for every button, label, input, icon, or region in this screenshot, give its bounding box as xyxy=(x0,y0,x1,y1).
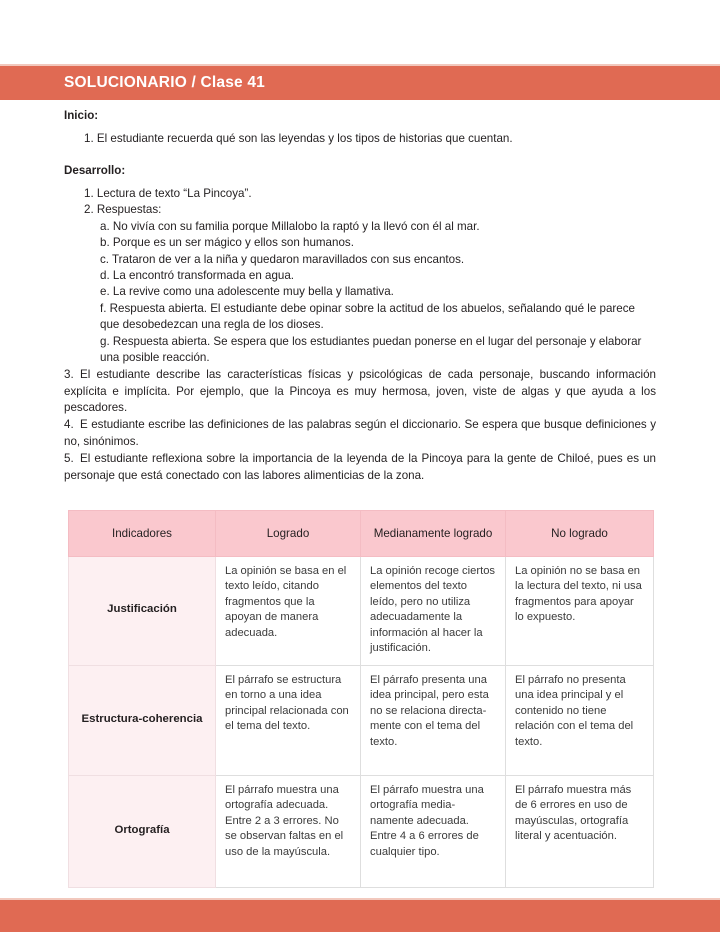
respuesta-f: f. Respuesta abierta. El estudiante debe opinar sobre la actitud de los abuelos, señalando qué le parece que desobedezcan una regla de los dioses. xyxy=(100,301,635,332)
rubric-column-medianamente-logrado: Medianamente logrado xyxy=(361,511,506,557)
table-row xyxy=(69,665,654,775)
rubric-cell-ortografia-logrado: El párrafo muestra una ortografía adecuada. Entre 2 a 3 errores. No se observan faltas en el uso de la mayúscula. xyxy=(216,775,361,887)
table-row xyxy=(69,775,654,887)
rubric-cell-justificacion-logrado: La opinión se basa en el texto leído, citando fragmentos que la apoyan de manera adecuada. xyxy=(216,557,361,666)
rubric-cell-estructura-logrado: El párrafo se estructura en torno a una idea principal relacionada con el tema del texto. xyxy=(216,665,361,775)
rubric-indicator-justificacion: Justificación xyxy=(69,557,216,666)
desarrollo-item-2: 2. Respuestas: xyxy=(84,203,162,217)
respuesta-d: d. La encontró transformada en agua. xyxy=(100,269,295,282)
rubric-table-body xyxy=(69,557,654,888)
desarrollo-item-3-text: El estudiante describe las características físicas y psicológicas de cada personaje, buscando información explícita e implícita. Por ejemplo, que la Pincoya es muy hermosa, joven, viste de algas y que ayuda a los pescadores. xyxy=(64,367,656,415)
rubric-cell-justificacion-no-logrado: La opinión no se basa en la lectura del texto, ni usa fragmentos para apoyar lo expuesto. xyxy=(506,557,654,666)
spacer xyxy=(64,147,656,163)
desarrollo-item-5-text: El estudiante reflexiona sobre la importancia de la leyenda de la Pincoya para la gente de Chiloé, pues es un personaje que está conectado con las labores alimenticias de la zona. xyxy=(64,451,656,482)
desarrollo-item-5 xyxy=(64,451,656,485)
rubric-cell-justificacion-medianamente: La opinión recoge ciertos elementos del texto leído, pero no utiliza adecuadamente la información al hacer la justificación. xyxy=(361,557,506,666)
desarrollo-item-3-number: 3. xyxy=(64,367,74,381)
document-footer-band xyxy=(0,900,720,932)
spacer xyxy=(64,179,656,186)
rubric-cell-ortografia-medianamente: El párrafo muestra una ortografía media-namente adecuada. Entre 4 a 6 errores de cualquier tipo. xyxy=(361,775,506,887)
desarrollo-item-1: 1. Lectura de texto “La Pincoya”. xyxy=(84,186,252,200)
respuesta-c: c. Trataron de ver a la niña y quedaron maravillados con sus encantos. xyxy=(100,252,465,266)
desarrollo-item-4-text: E estudiante escribe las definiciones de las palabras según el diccionario. Se espera que busque definiciones y no, sinónimos. xyxy=(64,418,656,448)
desarrollo-item-5-number: 5. xyxy=(64,451,74,465)
section-heading-inicio: Inicio: xyxy=(64,109,99,122)
page-title: SOLUCIONARIO / Clase 41 xyxy=(64,74,265,91)
section-heading-desarrollo: Desarrollo: xyxy=(64,164,126,178)
rubric-column-no-logrado: No logrado xyxy=(506,511,654,557)
spacer xyxy=(64,124,656,131)
respuesta-g: g. Respuesta abierta. Se espera que los estudiantes puedan ponerse en el lugar del personaje y elaborar una posible reacción. xyxy=(100,334,642,365)
rubric-cell-estructura-no-logrado: El párrafo no presenta una idea principal y el contenido no tiene relación con el tema del texto. xyxy=(506,665,654,775)
rubric-column-logrado: Logrado xyxy=(216,511,361,557)
respuesta-a: a. No vivía con su familia porque Millalobo la raptó y la llevó con él al mar. xyxy=(100,219,480,233)
inicio-item-1: 1. El estudiante recuerda qué son las leyendas y los tipos de historias que cuentan. xyxy=(84,131,513,145)
desarrollo-item-4-number: 4. xyxy=(64,418,74,432)
respuesta-b: b. Porque es un ser mágico y ellos son humanos. xyxy=(100,236,354,250)
rubric-table-head xyxy=(69,511,654,557)
table-row xyxy=(69,557,654,666)
document-header-band xyxy=(0,66,720,100)
rubric-table xyxy=(68,510,654,888)
rubric-cell-ortografia-no-logrado: El párrafo muestra más de 6 errores en uso de mayúsculas, ortografía literal y acentuación. xyxy=(506,775,654,887)
desarrollo-item-4 xyxy=(64,417,656,451)
respuesta-e: e. La revive como una adolescente muy bella y llamativa. xyxy=(100,285,394,299)
rubric-cell-estructura-medianamente: El párrafo presenta una idea principal, pero esta no se relaciona directa-mente con el tema del texto. xyxy=(361,665,506,775)
desarrollo-item-3 xyxy=(64,367,656,417)
rubric-header-row xyxy=(69,511,654,557)
rubric-column-indicadores: Indicadores xyxy=(69,511,216,557)
rubric-indicator-estructura-coherencia: Estructura-coherencia xyxy=(69,665,216,775)
rubric-indicator-ortografia: Ortografía xyxy=(69,775,216,887)
document-body xyxy=(64,108,656,484)
